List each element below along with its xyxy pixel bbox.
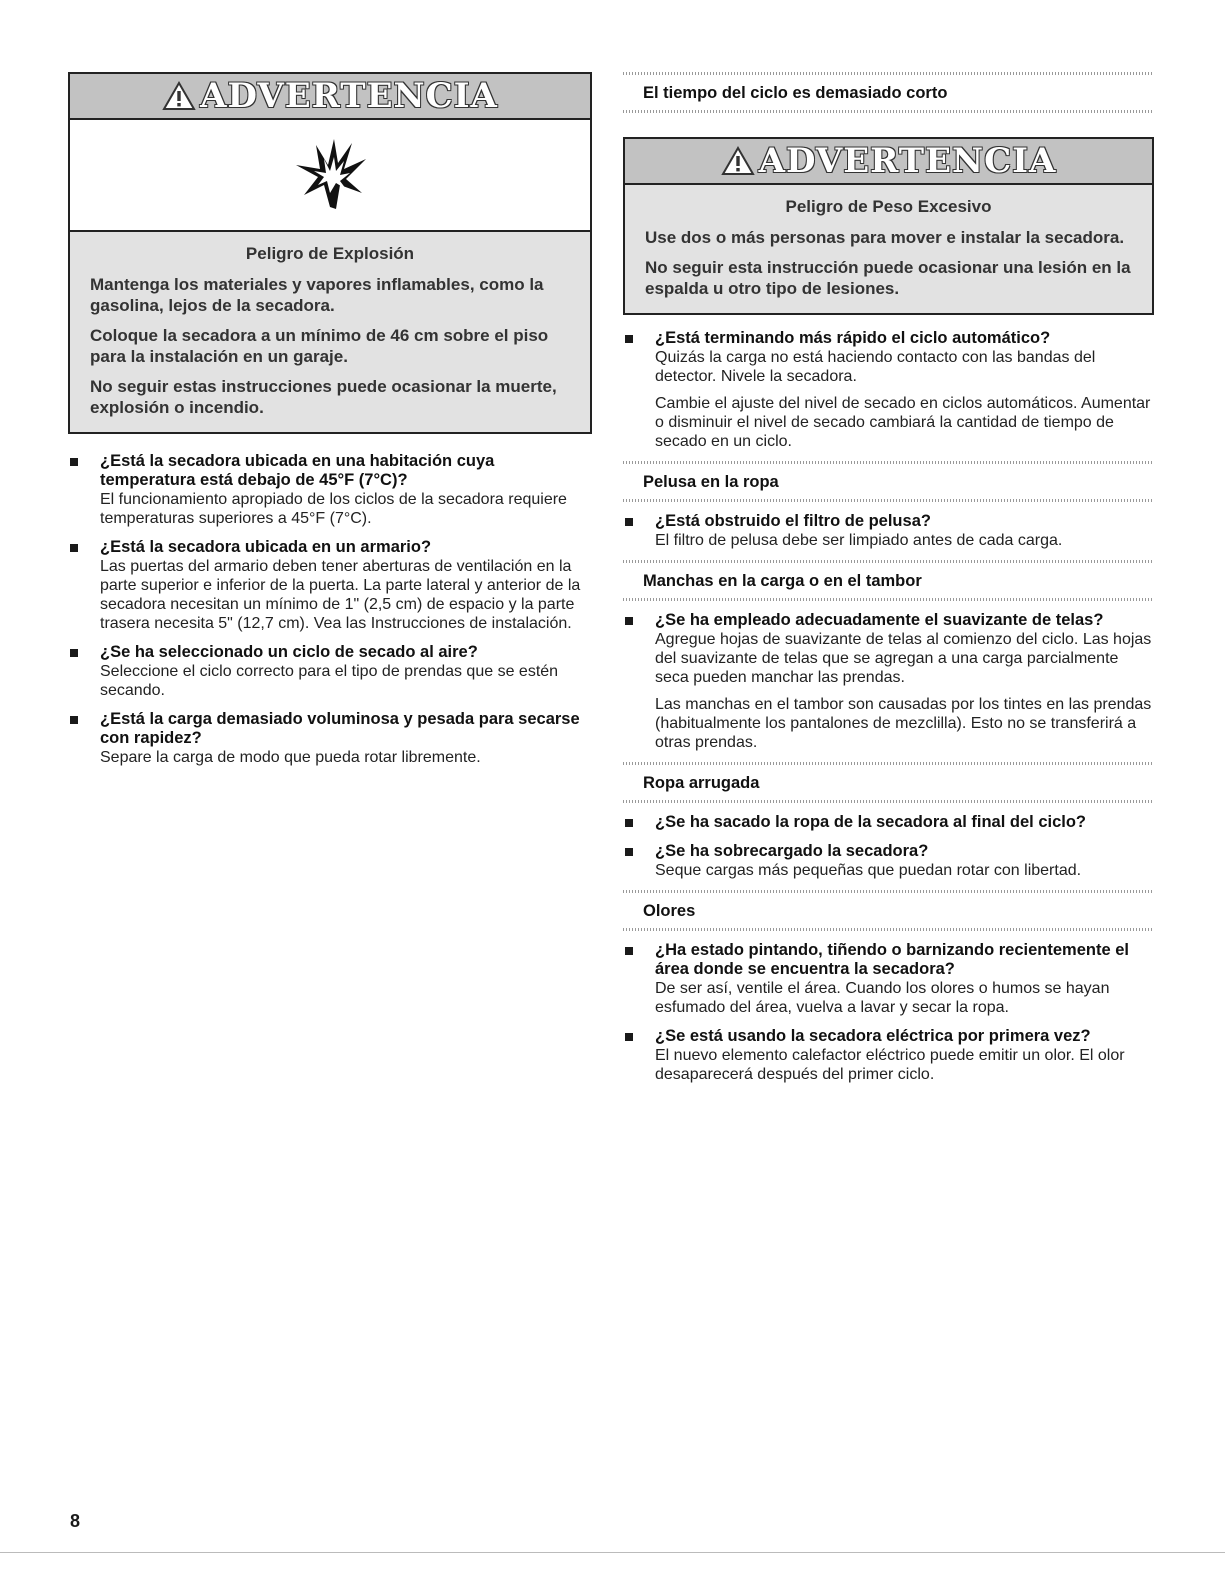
item-question: ¿Se ha sobrecargado la secadora? [655,842,929,860]
bullet-icon [625,819,633,827]
list-item [623,813,1154,832]
item-answer: Quizás la carga no está haciendo contacto con las bandas del detector. Nivele la secadora. [655,349,1096,385]
warning-title: Peligro de Peso Excesivo [785,197,992,216]
section-heading-text: El tiempo del ciclo es demasiado corto [643,84,948,102]
warning-paragraph: Coloque la secadora a un mínimo de 46 cm sobre el piso para la instalación en un garaje. [90,326,549,366]
warning-header [70,74,590,120]
warning-paragraph: Mantenga los materiales y vapores inflamables, como la gasolina, lejos de la secadora. [90,275,544,315]
item-answer: Seleccione el ciclo correcto para el tipo de prendas que se estén secando. [100,663,559,699]
list-item [623,611,1154,752]
item-question: ¿Está la carga demasiado voluminosa y pesada para secarse con rapidez? [100,710,580,747]
list-item [623,941,1154,1017]
item-question: ¿Se ha sacado la ropa de la secadora al final del ciclo? [655,813,1086,831]
weight-warning-box [623,137,1154,315]
item-answer: Agregue hojas de suavizante de telas al comienzo del ciclo. Las hojas del suavizante de telas que se agregan a una carga parcialmente seca pueden manchar las prendas. [655,631,1152,686]
page-number: 8 [70,1511,81,1531]
warning-header-text: ADVERTENCIA [200,76,498,116]
item-answer: El nuevo elemento calefactor eléctrico puede emitir un olor. El olor desaparecerá después del primer ciclo. [655,1047,1125,1083]
warning-paragraph: Use dos o más personas para mover e instalar la secadora. [645,228,1125,247]
item-answer: Seque cargas más pequeñas que puedan rotar con libertad. [655,862,1082,879]
list-item [623,329,1154,451]
warning-paragraph: No seguir esta instrucción puede ocasionar una lesión en la espalda u otro tipo de lesiones. [645,258,1131,298]
item-question: ¿Se está usando la secadora eléctrica por primera vez? [655,1027,1091,1045]
bullet-icon [70,544,78,552]
item-question: ¿Está terminando más rápido el ciclo automático? [655,329,1051,347]
section-heading-text: Olores [643,902,696,920]
item-answer: El filtro de pelusa debe ser limpiado antes de cada carga. [655,532,1063,549]
bullet-icon [625,335,633,343]
section-heading-lint [623,461,1154,502]
section-heading-text: Pelusa en la ropa [643,473,779,491]
item-answer: De ser así, ventile el área. Cuando los olores o humos se hayan esfumado del área, vuelva a lavar y secar la ropa. [655,980,1110,1016]
list-item [68,710,592,767]
list-item [623,1027,1154,1084]
item-answer: El funcionamiento apropiado de los ciclos de la secadora requiere temperaturas superiores a 45°F (7°C). [100,491,567,527]
item-question: ¿Está obstruido el filtro de pelusa? [655,512,931,530]
left-column [68,72,592,777]
item-answer: Las puertas del armario deben tener aberturas de ventilación en la parte superior e inferior de la puerta. La parte lateral y anterior de la secadora necesitan un mínimo de 1" (2,5 cm) de espacio y la parte trasera necesita 5" (12,7 cm). Vea las Instrucciones de instalación. [100,558,581,632]
section-heading-odors [623,890,1154,931]
item-answer: Las manchas en el tambor son causadas por los tintes en las prendas (habitualmente los pantalones de mezclilla). Esto no se transferirá a otras prendas. [655,696,1152,751]
bullet-icon [625,848,633,856]
warning-paragraph: No seguir estas instrucciones puede ocasionar la muerte, explosión o incendio. [90,377,557,417]
explosion-icon [290,135,370,215]
explosion-pictogram [70,120,590,232]
item-question: ¿Se ha empleado adecuadamente el suavizante de telas? [655,611,1104,629]
bullet-icon [625,1033,633,1041]
item-answer: Cambie el ajuste del nivel de secado en ciclos automáticos. Aumentar o disminuir el nivel de secado cambiará la cantidad de tiempo de secado en un ciclo. [655,395,1151,450]
section-heading-text: Manchas en la carga o en el tambor [643,572,922,590]
bullet-icon [70,716,78,724]
list-item [623,842,1154,880]
item-question: ¿Ha estado pintando, tiñendo o barnizando recientemente el área donde se encuentra la secadora? [655,941,1129,978]
warning-title: Peligro de Explosión [245,244,415,263]
bullet-icon [625,617,633,625]
item-question: ¿Está la secadora ubicada en un armario? [100,538,432,556]
divider [0,1552,1225,1553]
section-heading-cycle [623,72,1154,113]
right-column [623,72,1154,1094]
section-heading-text: Ropa arrugada [643,774,760,792]
section-heading-stains [623,560,1154,601]
list-item [623,512,1154,550]
warning-body [70,232,590,432]
warning-triangle-icon [721,146,755,176]
item-question: ¿Se ha seleccionado un ciclo de secado al aire? [100,643,478,661]
item-question: ¿Está la secadora ubicada en una habitación cuya temperatura está debajo de 45°F (7°C)? [100,452,495,489]
bullet-icon [625,518,633,526]
warning-triangle-icon [162,81,196,111]
warning-header-text: ADVERTENCIA [758,141,1057,181]
list-item [68,538,592,633]
bullet-icon [70,649,78,657]
list-item [68,643,592,700]
warning-header [625,139,1152,185]
item-answer: Separe la carga de modo que pueda rotar libremente. [100,749,481,766]
bullet-icon [70,458,78,466]
list-item [68,452,592,528]
warning-body [625,185,1152,313]
bullet-icon [625,947,633,955]
explosion-warning-box [68,72,592,434]
section-heading-wrinkled [623,762,1154,803]
